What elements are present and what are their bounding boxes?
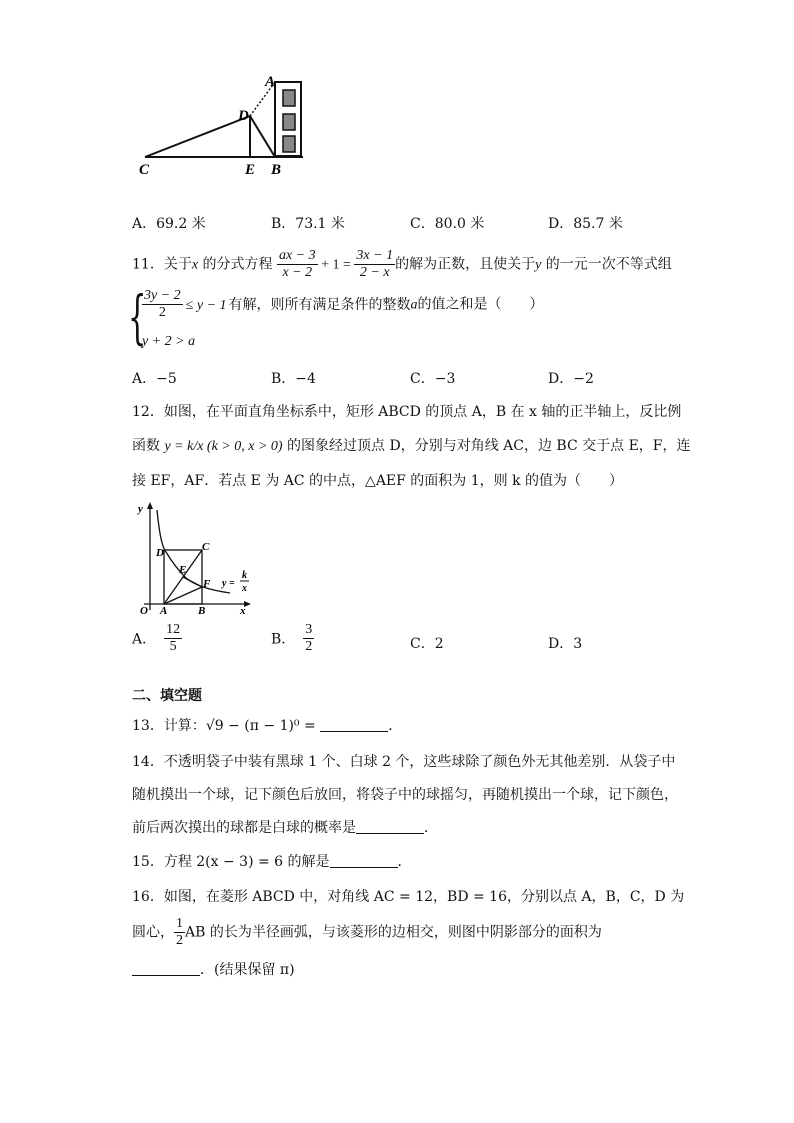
q16-answer-blank[interactable]	[132, 961, 200, 976]
q11-ineq1-den: 2	[158, 305, 166, 320]
q10-option-a: A．69.2 米	[132, 216, 206, 232]
q12-option-b-label: B．	[271, 631, 296, 648]
q14-line1: 14．不透明袋子中装有黑球 1 个、白球 2 个，这些球除了颜色外无其他差别．从袋子中	[132, 754, 676, 770]
q11-option-b: B．−4	[271, 371, 316, 387]
q11-var-y: y	[535, 257, 542, 273]
q12-line2-a: 函数	[132, 438, 165, 454]
q12-option-d: D．3	[548, 636, 583, 652]
fig12-label-a: A	[160, 605, 168, 617]
fig12-label-f: F	[203, 578, 211, 590]
q16-line3	[132, 960, 295, 980]
q13	[132, 716, 402, 736]
q11-var-x: x	[191, 257, 199, 273]
label-b: B	[271, 162, 282, 178]
fig12-label-y: y	[138, 503, 143, 515]
q12-option-b-num: 3	[305, 622, 313, 637]
q12-option-a	[132, 622, 182, 655]
q14-end: ．	[424, 820, 438, 836]
q15	[132, 852, 412, 872]
q10-option-c: C．80.0 米	[410, 216, 485, 232]
q11-ineq1	[142, 288, 544, 321]
window-3	[283, 136, 295, 152]
section-title: 二、填空题	[132, 688, 202, 704]
q12-option-b-den: 2	[305, 639, 313, 654]
q11-prefix: 11．关于	[132, 256, 192, 273]
q15-end: ．	[397, 854, 412, 870]
q14-line3	[132, 818, 438, 838]
q13-answer-blank[interactable]	[320, 717, 388, 732]
q16-frac-num: 1	[176, 916, 183, 931]
q12-line2-b: 的图象经过顶点 D，分别与对角线 AC，边 BC 交于点 E，F，连	[282, 438, 691, 454]
q12-option-a-label: A．	[132, 631, 157, 648]
q11-option-d: D．−2	[548, 371, 594, 387]
q10-figure	[135, 70, 315, 180]
hyperbola-curve	[157, 510, 230, 593]
q16-fraction	[174, 916, 185, 949]
q12-line1: 12．如图，在平面直角坐标系中，矩形 ABCD 的顶点 A，B 在 x 轴的正半轴上，反比例	[132, 404, 682, 420]
fig12-label-o: O	[140, 605, 148, 617]
q12-line3: 接 EF，AF．若点 E 为 AC 的中点，△AEF 的面积为 1，则 k 的值为（ ）	[132, 473, 624, 489]
q12-option-a-fraction	[164, 622, 182, 655]
q16-line2	[132, 916, 602, 949]
q16-line2-a: 圆心，	[132, 924, 174, 941]
q14-line2: 随机摸出一个球，记下颜色后放回，将袋子中的球摇匀，再随机摸出一个球，记下颜色，	[132, 787, 678, 803]
q12-line2	[132, 436, 691, 457]
q11-frac2-den: 2 − x	[359, 265, 390, 280]
fig12-label-d: D	[156, 547, 164, 559]
fig12-label-x: x	[240, 605, 246, 617]
q12-option-b-fraction	[303, 622, 314, 655]
q11-ineq1-rhs: ≤ y − 1	[185, 297, 227, 313]
y-axis-arrow	[147, 502, 153, 509]
q14-line3-text: 前后两次摸出的球都是白球的概率是	[132, 820, 356, 836]
q12-figure	[130, 500, 255, 620]
q11-t5: 的值之和是（ ）	[417, 296, 544, 313]
q11-ineq1-fraction	[142, 288, 183, 321]
q15-text: 15．方程 2(x − 3) = 6 的解是	[132, 854, 330, 870]
q15-answer-blank[interactable]	[330, 853, 398, 868]
fig12-label-b: B	[198, 605, 206, 617]
q11-plus1: + 1 =	[317, 257, 355, 273]
q11-t2: 的解为正数，且使关于	[395, 256, 536, 273]
q11-frac1-num: ax − 3	[278, 248, 316, 263]
q11-frac2-num: 3x − 1	[356, 248, 394, 263]
q11-frac1-den: x − 2	[282, 265, 313, 280]
q11-t4: 有解，则所有满足条件的整数	[228, 296, 411, 313]
q12-function: y = k/x (k > 0, x > 0)	[164, 439, 283, 454]
q11-brace: {	[128, 283, 147, 351]
window-2	[283, 114, 295, 130]
slope-cd	[145, 116, 250, 157]
segment-db	[250, 116, 275, 157]
q10-option-b: B．73.1 米	[271, 216, 345, 232]
q16-line3-text: ．(结果保留 π)	[200, 962, 295, 978]
fig12-label-e: E	[179, 564, 187, 576]
fig12-func-k: k	[242, 570, 247, 581]
q12-option-c: C．2	[410, 636, 444, 652]
q16-line1: 16．如图，在菱形 ABCD 中，对角线 AC = 12，BD = 16，分别以点 A，B，C，D 为	[132, 889, 685, 905]
q11-t1: 的分式方程	[198, 256, 277, 273]
q11-ineq1-num: 3y − 2	[144, 288, 181, 303]
q10-option-d: D．85.7 米	[548, 216, 623, 232]
q11-var-a: a	[410, 297, 418, 313]
q12-option-b	[271, 622, 314, 655]
q11-t3: 的一元一次不等式组	[541, 256, 672, 273]
q11-ineq2: y + 2 > a	[142, 334, 196, 349]
q12-option-a-den: 5	[169, 639, 177, 654]
q11-line1	[132, 248, 672, 281]
fig12-func-xd: x	[242, 583, 247, 594]
label-a: A	[265, 74, 276, 90]
q12-option-a-num: 12	[166, 622, 181, 637]
q13-text: 13．计算：√9 − (π − 1)⁰ =	[132, 718, 321, 734]
fig12-label-c: C	[202, 541, 210, 553]
q11-fraction-2	[354, 248, 395, 281]
q13-end: ．	[388, 718, 403, 734]
q11-fraction-1	[277, 248, 318, 281]
label-e: E	[245, 162, 256, 178]
q16-line2-b: AB 的长为半径画弧，与该菱形的边相交，则图中阴影部分的面积为	[185, 924, 602, 941]
q11-option-a: A．−5	[132, 371, 177, 387]
label-c: C	[139, 162, 150, 178]
q11-option-c: C．−3	[410, 371, 456, 387]
q14-answer-blank[interactable]	[356, 819, 424, 834]
fig12-func-label: y =	[222, 578, 235, 589]
q16-frac-den: 2	[176, 933, 183, 948]
window-1	[283, 90, 295, 106]
label-d: D	[238, 108, 249, 124]
